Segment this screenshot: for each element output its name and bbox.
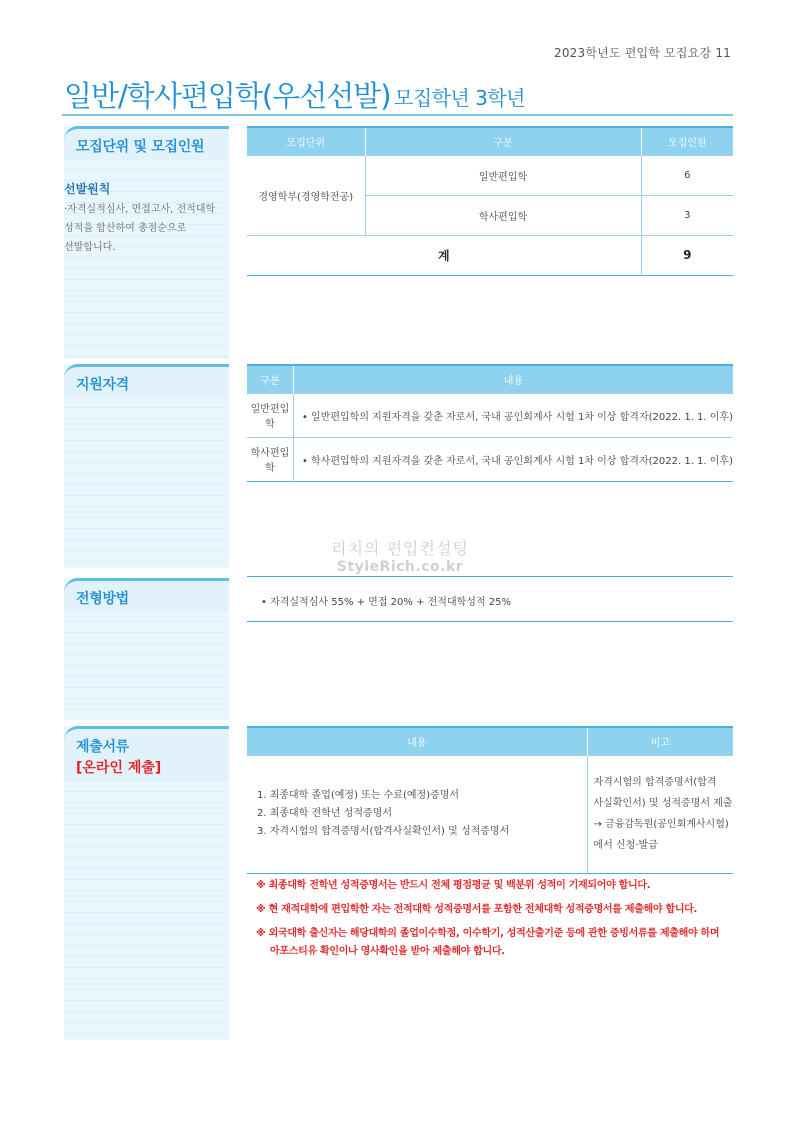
watermark — [320, 536, 480, 575]
watermark-line1: 리치의 편입컨설팅 — [331, 539, 469, 558]
recruit-table — [247, 126, 733, 276]
total-count: 9 — [641, 235, 733, 275]
page-subtitle: 모집학년 3학년 — [394, 86, 526, 110]
watermark-line2: StyleRich.co.kr — [336, 559, 464, 575]
note-line: ·자격실적심사, 면접고사, 전적대학 — [64, 204, 216, 215]
eligibility-table — [247, 364, 733, 482]
documents-table — [247, 726, 733, 874]
section-subtitle-documents: [온라인 제출] — [76, 760, 162, 776]
content-cell: • 학사편입학의 지원자격을 갖춘 자로서, 국내 공인회계사 시험 1차 이상 합격자(2022. 1. 1. 이후) — [293, 437, 733, 481]
warning-text: ※ 최종대학 전학년 성적증명서는 반드시 전체 평점평균 및 백분위 성적이 기재되어야 합니다. — [256, 880, 651, 891]
type-cell: 일반편입학 — [247, 393, 293, 437]
method-text: • 자격실적심사 55% + 면접 20% + 전적대학성적 25% — [261, 597, 512, 608]
table-header-row — [247, 365, 733, 393]
warning-text: ※ 외국대학 출신자는 해당대학의 졸업이수학점, 이수학기, 성적산출기준 등에 관한 증빙서류를 제출해야 하며 — [256, 928, 720, 939]
type-cell: 일반편입학 — [365, 155, 641, 195]
warning-text: 아포스티유 확인이나 영사확인을 받아 제출해야 합니다. — [270, 946, 505, 957]
list-item: 2. 최종대학 전학년 성적증명서 — [257, 808, 392, 819]
page-title: 일반/학사편입학(우선선발) — [64, 79, 391, 113]
section-title-documents: 제출서류 — [76, 739, 129, 755]
remark-line: → 금융감독원(공인회계사시험) — [593, 819, 729, 830]
method-box — [247, 576, 733, 622]
column-header: 구분 — [365, 127, 641, 155]
section-title-method: 전형방법 — [76, 591, 129, 607]
title-bar — [62, 72, 733, 116]
column-header: 내용 — [247, 727, 587, 755]
column-header: 구분 — [247, 365, 293, 393]
count-cell: 3 — [641, 195, 733, 235]
remarks-cell — [587, 755, 733, 873]
note-line: 선발합니다. — [64, 242, 116, 253]
type-cell: 학사편입학 — [365, 195, 641, 235]
remark-line: 에서 신청·발급 — [593, 840, 658, 851]
table-row — [247, 437, 733, 481]
column-header: 내용 — [293, 365, 733, 393]
section-tab-eligibility — [64, 364, 229, 398]
table-row — [247, 155, 733, 195]
table-row — [247, 755, 733, 873]
documents-list-cell — [247, 755, 587, 873]
type-cell: 학사편입학 — [247, 437, 293, 481]
column-header: 비고 — [587, 727, 733, 755]
section-title-eligibility: 지원자격 — [76, 377, 129, 393]
count-cell: 6 — [641, 155, 733, 195]
list-item: 3. 자격시험의 합격증명서(합격사실확인서) 및 성적증명서 — [257, 826, 510, 837]
section-title-recruit: 모집단위 및 모집인원 — [76, 139, 205, 155]
column-header: 모집인원 — [641, 127, 733, 155]
table-row — [247, 393, 733, 437]
total-row — [247, 235, 733, 275]
selection-principle-text — [64, 200, 229, 257]
section-tab-method — [64, 578, 229, 612]
remark-line: 자격시험의 합격증명서(합격 — [593, 777, 717, 788]
remark-line: 사실확인서) 및 성적증명서 제출 — [593, 798, 733, 809]
section-tab-recruit — [64, 126, 229, 160]
table-header-row — [247, 727, 733, 755]
list-item: 1. 최종대학 졸업(예정) 또는 수료(예정)증명서 — [257, 790, 460, 801]
selection-principle-title: 선발원칙 — [64, 182, 111, 196]
warning-text: ※ 현 재적대학에 편입학한 자는 전적대학 성적증명서를 포함한 전체대학 성적증명서를 제출해야 합니다. — [256, 904, 698, 915]
content-cell: • 일반편입학의 지원자격을 갖춘 자로서, 국내 공인회계사 시험 1차 이상 합격자(2022. 1. 1. 이후) — [293, 393, 733, 437]
section-tab-documents — [64, 726, 229, 780]
table-header-row — [247, 127, 733, 155]
column-header: 모집단위 — [247, 127, 365, 155]
note-line: 성적을 합산하여 총점순으로 — [64, 223, 187, 234]
page-label: 2023학년도 편입학 모집요강 11 — [554, 46, 731, 60]
total-label: 계 — [247, 235, 641, 275]
recruit-unit-cell: 경영학부(경영학전공) — [247, 155, 365, 235]
